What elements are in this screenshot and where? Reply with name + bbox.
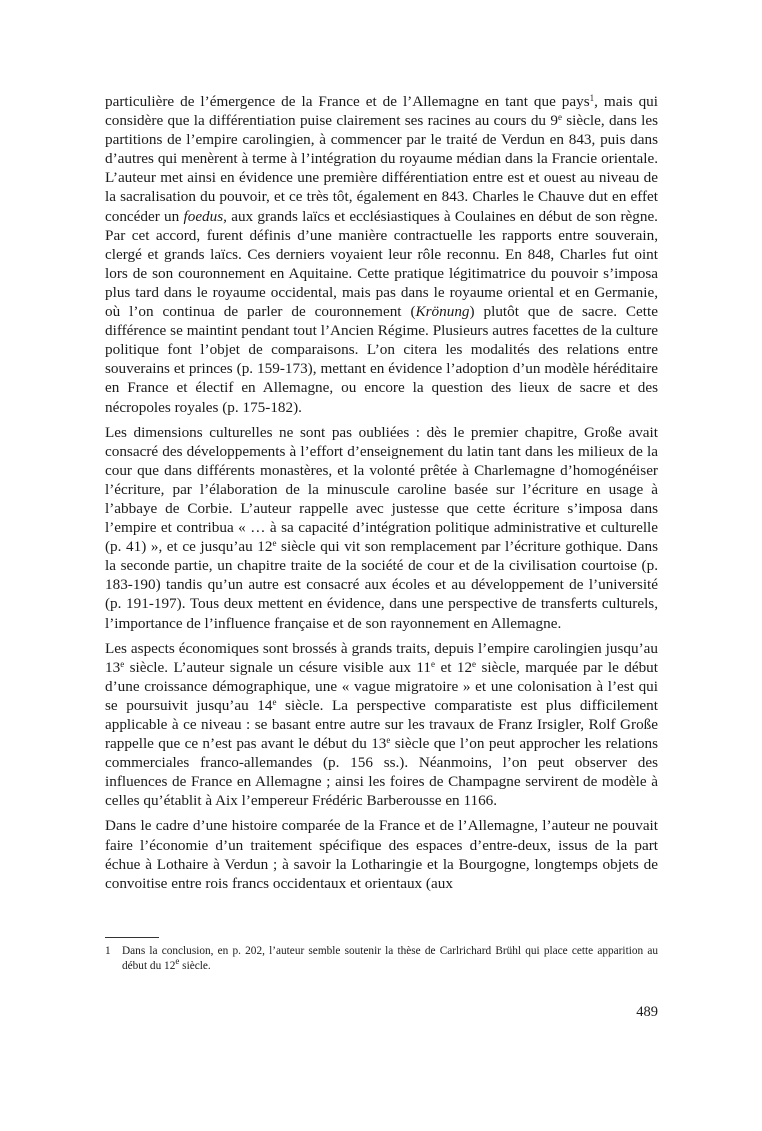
superscript: e xyxy=(386,735,391,746)
paragraph: particulière de l’émergence de la France et de l’Allemagne en tant que pays$^1$, mais qui considère que la différentiation puise clairement ses racines au cours du 9e siècle, dans les partitions de l’empire carolingien, à commencer par le traité de Verdun en 843, puis dans d’autres qui menèrent à terme à l’intégration du royaume médian dans la Francie orientale. L’auteur met ainsi en évidence une première différentiation entre est et ouest au niveau de la sacralisation du pouvoir, et ce très tôt, également en 843. Charles le Chauve dut en effet concéder un foedus, aux grands laïcs et ecclésiastiques à Coulaines en début de son règne. Par cet accord, furent définis d’une manière contractuelle les rapports entre souverain, clergé et grands laïcs. Ces derniers voyaient leur rôle reconnu. En 848, Charles fut oint lors de son couronnement en Aquitaine. Cette pratique légitimatrice du pouvoir s’imposa plus tard dans le royaume occidental, mais pas dans le royaume oriental et en Germanie, où l’on continua de parler de couronnement (Krönung) plutôt que de sacre. Cette différence se maintint pendant tout l’Ancien Régime. Plusieurs autres facettes de la culture politique font l’objet de comparaisons. L’on citera les modalités des relations entre souverains et princes (p. 159-173), mettant en évidence l’adoption d’un modèle héréditaire en France et électif en Allemagne, ou encore la question des lieux de sacre et des nécropoles royales (p. 175-182). xyxy=(105,93,658,416)
superscript: e xyxy=(472,658,477,669)
footnote-separator xyxy=(105,937,159,938)
superscript: e xyxy=(272,696,277,707)
superscript: e xyxy=(272,538,277,549)
superscript: e xyxy=(431,658,436,669)
body-text xyxy=(105,92,658,899)
footnote-number: 1 xyxy=(105,945,111,957)
page-number: 489 xyxy=(636,1004,658,1020)
superscript: e xyxy=(557,112,562,123)
italic-term: Krönung xyxy=(415,303,470,321)
footnote xyxy=(105,944,658,974)
italic-term: foedus xyxy=(183,207,224,225)
superscript: e xyxy=(120,658,125,669)
superscript: 1 xyxy=(589,93,595,103)
superscript: e xyxy=(175,956,180,966)
paragraph: Dans le cadre d’une histoire comparée de la France et de l’Allemagne, l’auteur ne pouvait faire l’économie d’un traitement spécifique des espaces d’entre-deux, issus de la part échue à Lothaire à Verdun ; à savoir la Lotharingie et la Bourgogne, longtemps objets de convoitise entre rois francs occidentaux et orientaux (aux xyxy=(105,817,658,892)
paragraph: Les aspects économiques sont brossés à grands traits, depuis l’empire carolingien jusqu’au 13e siècle. L’auteur signale un césure visible aux 11e et 12e siècle, marquée par le début d’une croissance démographique, une « vague migratoire » et une colonisation à l’est qui se poursuivit jusqu’au 14e siècle. La perspective comparatiste est plus difficilement applicable à ce niveau : se basant entre autre sur les travaux de Franz Irsigler, Rolf Große rappelle que ce n’est pas avant le début du 13e siècle que l’on peut approcher les relations commerciales franco-allemandes (p. 156 ss.). Néanmoins, l’on peut observer des influences de France en Allemagne ; ainsi les foires de Champagne servirent de modèle à celles qu’établit à Aix l’empereur Frédéric Barberousse en 1166. xyxy=(105,639,658,810)
paragraph: Les dimensions culturelles ne sont pas oubliées : dès le premier chapitre, Große avait consacré des développements à l’effort d’enseignement du latin tant dans les milieux de la cour que dans différents monastères, et la volonté prêtée à Charlemagne d’homogénéiser l’écriture, par l’élaboration de la minuscule caroline basée sur l’écriture en usage à l’abbaye de Corbie. L’auteur rappelle avec justesse que cette écriture s’imposa dans l’empire et contribua « … à sa capacité d’intégration politique administrative et culturelle (p. 41) », et ce jusqu’au 12e siècle qui vit son remplacement par l’écriture gothique. Dans la seconde partie, un chapitre traite de la société de cour et de la civilisation courtoise (p. 183-190) tandis qu’un autre est consacré aux écoles et au développement de l’université (p. 191-197). Tous deux mettent en évidence, dans une perspective de transferts culturels, l’importance de l’influence française et de son rayonnement en Allemagne. xyxy=(105,423,658,632)
footnote-text: Dans la conclusion, en p. 202, l’auteur semble soutenir la thèse de Carlrichard Brühl qui place cette apparition au début du 12e siècle. xyxy=(122,945,658,972)
